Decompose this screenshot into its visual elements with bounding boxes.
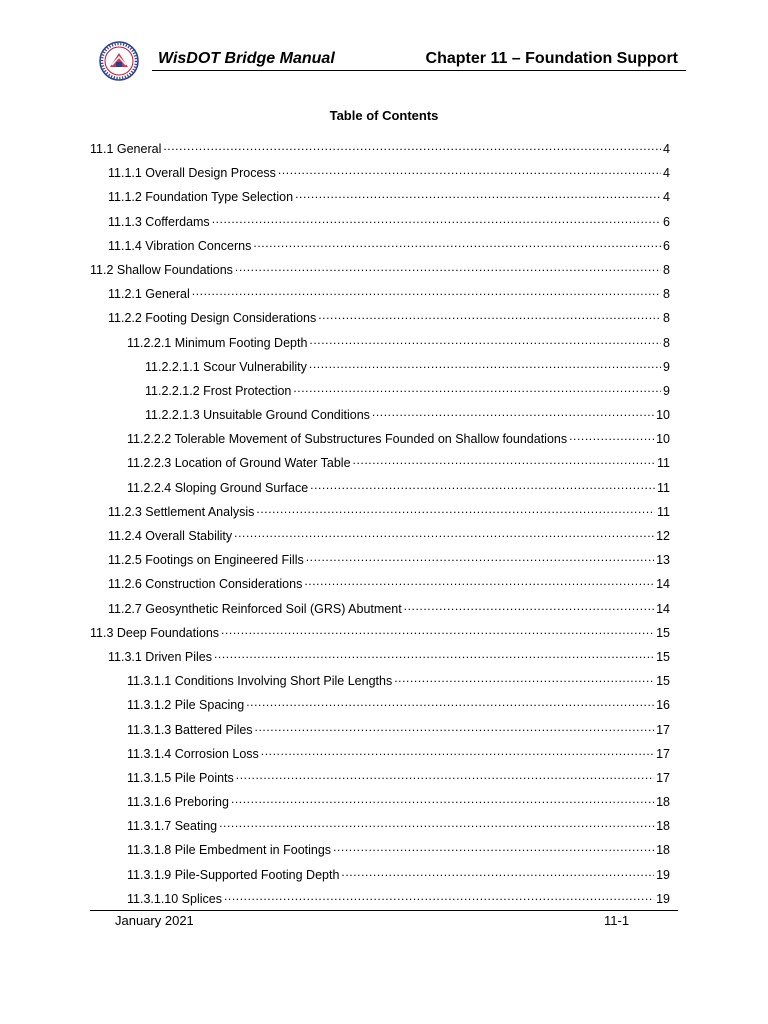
toc-entry-page: 6 bbox=[663, 214, 670, 229]
toc-entry[interactable] bbox=[90, 333, 670, 357]
toc-entry-title: 11.3.1.1 Conditions Involving Short Pile Lengths bbox=[127, 674, 393, 689]
toc-leader-dots bbox=[372, 405, 654, 419]
toc-entry-page: 16 bbox=[656, 698, 670, 713]
toc-entry-title: 11.2.2.2 Tolerable Movement of Substructures Founded on Shallow foundations bbox=[127, 432, 568, 447]
toc-entry-title: 11.2.2.1.3 Unsuitable Ground Conditions bbox=[145, 408, 370, 423]
toc-entry-title: 11.3 Deep Foundations bbox=[90, 625, 220, 640]
toc-entry-title: 11.3.1.8 Pile Embedment in Footings bbox=[127, 843, 332, 858]
toc-entry-page: 18 bbox=[656, 843, 670, 858]
toc-entry-page: 4 bbox=[663, 142, 670, 156]
toc-leader-dots bbox=[219, 816, 654, 830]
toc-entry[interactable] bbox=[90, 308, 670, 332]
toc-entry-page: 17 bbox=[656, 746, 670, 761]
footer-date: January 2021 bbox=[115, 913, 194, 928]
toc-entry-page: 4 bbox=[663, 190, 670, 205]
toc-entry[interactable] bbox=[90, 720, 670, 744]
toc-leader-dots bbox=[278, 163, 661, 177]
toc-entry-title: 11.3.1.10 Splices bbox=[127, 891, 222, 906]
toc-leader-dots bbox=[404, 599, 654, 613]
toc-entry-title: 11.2.2.1.1 Scour Vulnerability bbox=[145, 359, 307, 374]
toc-entry-title: 11.3.1.4 Corrosion Loss bbox=[127, 746, 259, 761]
toc-entry-page: 11 bbox=[657, 504, 670, 519]
toc-leader-dots bbox=[214, 647, 654, 661]
toc-leader-dots bbox=[569, 429, 654, 443]
toc-entry-page: 10 bbox=[656, 432, 670, 447]
toc-entry-page: 14 bbox=[656, 601, 670, 616]
toc-entry-title: 11.2.2 Footing Design Considerations bbox=[108, 311, 317, 326]
toc-entry[interactable] bbox=[90, 574, 670, 598]
toc-entry[interactable] bbox=[90, 792, 670, 816]
toc-entry[interactable] bbox=[90, 865, 670, 889]
toc-entry-page: 17 bbox=[656, 722, 670, 737]
toc-entry-page: 8 bbox=[663, 335, 670, 350]
toc-entry-title: 11.2.2.1.2 Frost Protection bbox=[145, 383, 292, 398]
toc-leader-dots bbox=[221, 623, 654, 637]
toc-leader-dots bbox=[295, 187, 661, 201]
toc-entry[interactable] bbox=[90, 647, 670, 671]
toc-entry-page: 15 bbox=[656, 649, 670, 664]
toc-entry-title: 11.2.7 Geosynthetic Reinforced Soil (GRS) Abutment bbox=[108, 601, 402, 616]
toc-entry-page: 11 bbox=[657, 456, 670, 471]
toc-leader-dots bbox=[255, 720, 655, 734]
chapter-title: Chapter 11 – Foundation Support bbox=[425, 50, 678, 67]
footer-page-number: 11-1 bbox=[604, 913, 630, 928]
toc-entry-page: 18 bbox=[656, 795, 670, 810]
toc-leader-dots bbox=[293, 381, 661, 395]
toc-entry[interactable] bbox=[90, 381, 670, 405]
toc-entry-page: 13 bbox=[656, 553, 670, 568]
toc-entry[interactable] bbox=[90, 357, 670, 381]
toc-leader-dots bbox=[235, 260, 661, 274]
toc-leader-dots bbox=[310, 478, 655, 492]
toc-entry[interactable] bbox=[90, 212, 670, 236]
toc-entry-title: 11.2.4 Overall Stability bbox=[108, 529, 233, 543]
toc-entry[interactable] bbox=[90, 260, 670, 284]
toc-entry[interactable] bbox=[90, 163, 670, 187]
toc-leader-dots bbox=[353, 453, 655, 467]
toc-entry-title: 11.3.1.5 Pile Points bbox=[127, 770, 234, 785]
toc-entry-title: 11.2.2.1 Minimum Footing Depth bbox=[127, 335, 308, 350]
toc-entry-title: 11.3.1.2 Pile Spacing bbox=[127, 698, 245, 713]
toc-entry[interactable] bbox=[90, 599, 670, 623]
toc-leader-dots bbox=[224, 889, 654, 903]
table-of-contents bbox=[90, 139, 670, 913]
toc-entry-page: 4 bbox=[663, 166, 670, 181]
toc-leader-dots bbox=[256, 502, 655, 516]
toc-entry-title: 11.1.2 Foundation Type Selection bbox=[108, 190, 294, 205]
toc-entry[interactable] bbox=[90, 671, 670, 695]
toc-leader-dots bbox=[304, 574, 654, 588]
toc-entry[interactable] bbox=[90, 550, 670, 574]
toc-entry[interactable] bbox=[90, 816, 670, 840]
toc-entry-page: 18 bbox=[656, 819, 670, 834]
toc-leader-dots bbox=[309, 357, 661, 371]
toc-entry-page: 6 bbox=[663, 238, 670, 253]
toc-leader-dots bbox=[253, 236, 661, 250]
page-header bbox=[90, 40, 686, 72]
toc-entry-title: 11.1.4 Vibration Concerns bbox=[108, 238, 252, 253]
toc-leader-dots bbox=[212, 212, 661, 226]
toc-entry-page: 8 bbox=[663, 262, 670, 277]
footer-divider bbox=[90, 910, 678, 911]
toc-entry-title: 11.2.2.4 Sloping Ground Surface bbox=[127, 480, 309, 495]
toc-entry-page: 8 bbox=[663, 311, 670, 326]
toc-entry-page: 15 bbox=[656, 625, 670, 640]
toc-leader-dots bbox=[306, 550, 654, 564]
toc-entry-title: 11.3.1.3 Battered Piles bbox=[127, 722, 253, 737]
toc-entry[interactable] bbox=[90, 840, 670, 864]
toc-leader-dots bbox=[394, 671, 654, 685]
toc-leader-dots bbox=[341, 865, 654, 879]
toc-leader-dots bbox=[309, 333, 661, 347]
toc-entry[interactable] bbox=[90, 744, 670, 768]
toc-entry-title: 11.1.3 Cofferdams bbox=[108, 214, 210, 229]
toc-entry-page: 12 bbox=[656, 529, 670, 543]
toc-entry[interactable] bbox=[90, 453, 670, 477]
toc-entry-title: 11.2.3 Settlement Analysis bbox=[108, 504, 255, 519]
toc-entry[interactable] bbox=[90, 695, 670, 719]
toc-entry-title: 11.3.1 Driven Piles bbox=[108, 649, 212, 664]
header-divider bbox=[152, 70, 686, 71]
toc-entry[interactable] bbox=[90, 623, 670, 647]
toc-entry-title: 11.3.1.7 Seating bbox=[127, 819, 218, 834]
toc-entry[interactable] bbox=[90, 526, 670, 550]
toc-entry[interactable] bbox=[90, 478, 670, 502]
toc-leader-dots bbox=[333, 840, 654, 854]
toc-entry[interactable] bbox=[90, 236, 670, 260]
toc-entry[interactable] bbox=[90, 139, 670, 163]
toc-entry[interactable] bbox=[90, 768, 670, 792]
toc-leader-dots bbox=[231, 792, 654, 806]
toc-entry-title: 11.2.2.3 Location of Ground Water Table bbox=[127, 456, 351, 471]
toc-entry-page: 8 bbox=[663, 287, 670, 302]
toc-entry-page: 15 bbox=[656, 674, 670, 689]
toc-leader-dots bbox=[246, 695, 654, 709]
toc-entry-page: 14 bbox=[656, 577, 670, 592]
toc-leader-dots bbox=[234, 526, 654, 540]
toc-leader-dots bbox=[318, 308, 661, 322]
toc-entry-page: 19 bbox=[656, 867, 670, 882]
wisdot-seal-icon bbox=[98, 40, 140, 82]
toc-entry-title: 11.1.1 Overall Design Process bbox=[108, 166, 276, 181]
toc-leader-dots bbox=[261, 744, 654, 758]
toc-entry-title: 11.3.1.6 Preboring bbox=[127, 795, 229, 810]
toc-entry[interactable] bbox=[90, 502, 670, 526]
toc-heading: Table of Contents bbox=[329, 108, 439, 123]
toc-entry-title: 11.3.1.9 Pile-Supported Footing Depth bbox=[127, 867, 340, 882]
toc-entry[interactable] bbox=[90, 187, 670, 211]
toc-entry[interactable] bbox=[90, 405, 670, 429]
toc-entry-title: 11.2 Shallow Foundations bbox=[90, 262, 233, 277]
toc-entry-title: 11.2.6 Construction Considerations bbox=[108, 577, 303, 592]
toc-entry-page: 17 bbox=[656, 770, 670, 785]
toc-entry[interactable] bbox=[90, 429, 670, 453]
toc-entry[interactable] bbox=[90, 284, 670, 308]
toc-entry-page: 11 bbox=[657, 480, 670, 495]
toc-entry-title: 11.1 General bbox=[90, 142, 162, 156]
toc-entry-page: 19 bbox=[656, 891, 670, 906]
toc-entry-page: 9 bbox=[663, 359, 670, 374]
toc-entry-page: 10 bbox=[656, 408, 670, 423]
toc-leader-dots bbox=[163, 139, 661, 153]
toc-leader-dots bbox=[192, 284, 661, 298]
toc-leader-dots bbox=[236, 768, 654, 782]
toc-entry-title: 11.2.1 General bbox=[108, 287, 190, 302]
toc-entry-title: 11.2.5 Footings on Engineered Fills bbox=[108, 553, 304, 568]
manual-title: WisDOT Bridge Manual bbox=[158, 50, 335, 67]
toc-entry-page: 9 bbox=[663, 383, 670, 398]
